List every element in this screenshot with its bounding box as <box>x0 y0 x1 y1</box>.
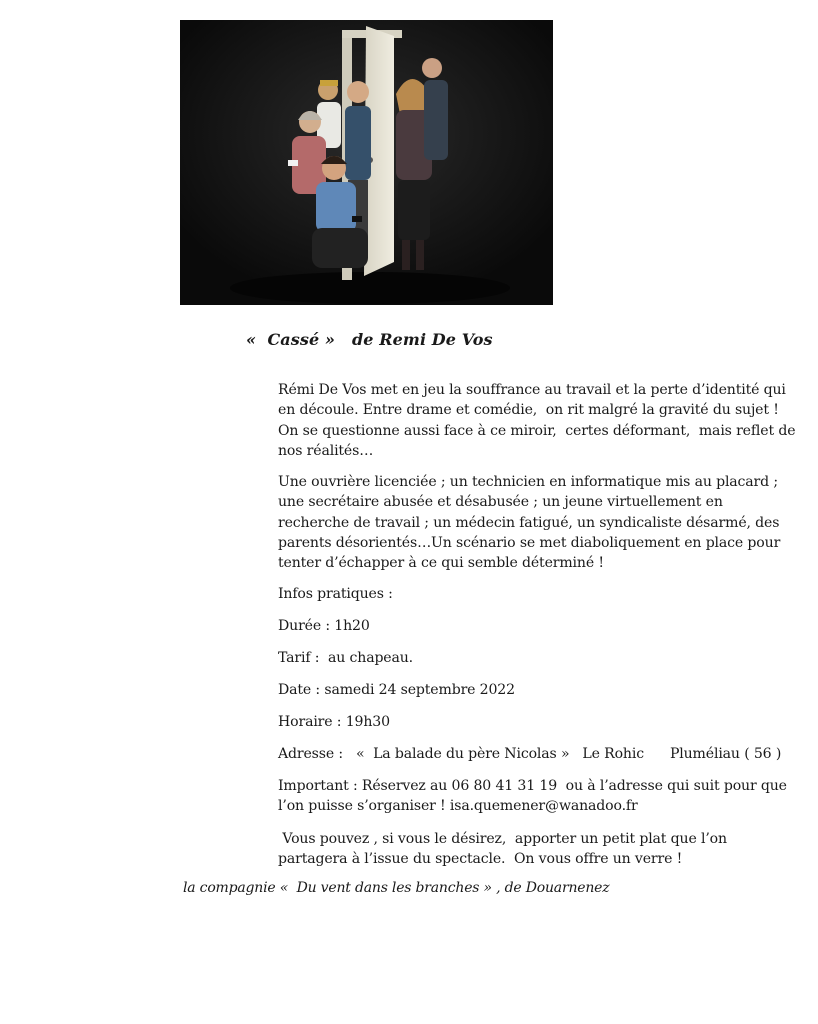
characters-line: une secrétaire abusée et désabusée ; un jeune virtuellement en <box>278 494 723 511</box>
characters-line: Une ouvrière licenciée ; un technicien en informatique mis au placard ; <box>278 474 778 490</box>
theatre-troupe-photo-icon <box>180 20 553 305</box>
horaire-line: Horaire : 19h30 <box>278 714 390 730</box>
characters-line: parents désorientés…Un scénario se met diaboliquement en place pour <box>278 534 781 551</box>
important-line: l’on puisse s’organiser ! isa.quemener@wanadoo.fr <box>278 798 638 815</box>
tarif-line: Tarif : au chapeau. <box>278 650 414 666</box>
characters-paragraph <box>278 472 818 573</box>
intro-line: en découle. Entre drame et comédie, on rit malgré la gravité du sujet ! <box>278 402 779 419</box>
characters-line: recherche de travail ; un médecin fatigué, un syndicaliste désarmé, des <box>278 514 780 531</box>
important-line: Important : Réservez au 06 80 41 31 19 ou à l’adresse qui suit pour que <box>278 778 787 794</box>
company-signature: la compagnie « Du vent dans les branches » , de Douarnenez <box>183 880 610 896</box>
plat-paragraph <box>278 829 818 870</box>
adresse-line: Adresse : « La balade du père Nicolas » Le Rohic Pluméliau ( 56 ) <box>278 746 782 762</box>
date-line: Date : samedi 24 septembre 2022 <box>278 682 515 698</box>
plat-line: Vous pouvez , si vous le désirez, apporter un petit plat que l’on <box>278 831 727 847</box>
intro-line: Rémi De Vos met en jeu la souffrance au travail et la perte d’identité qui <box>278 382 786 398</box>
important-paragraph <box>278 776 818 817</box>
infos-heading: Infos pratiques : <box>278 586 393 602</box>
intro-line: On se questionne aussi face à ce miroir, certes déformant, mais reflet de <box>278 422 796 439</box>
duree-line: Durée : 1h20 <box>278 618 370 634</box>
plat-line: partagera à l’issue du spectacle. On vous offre un verre ! <box>278 851 683 868</box>
intro-line: nos réalités… <box>278 442 374 459</box>
troupe-photo <box>180 20 553 305</box>
intro-paragraph <box>278 380 818 461</box>
characters-line: tenter d’échapper à ce qui semble déterminé ! <box>278 555 604 572</box>
show-title: « Cassé » de Remi De Vos <box>246 330 493 349</box>
